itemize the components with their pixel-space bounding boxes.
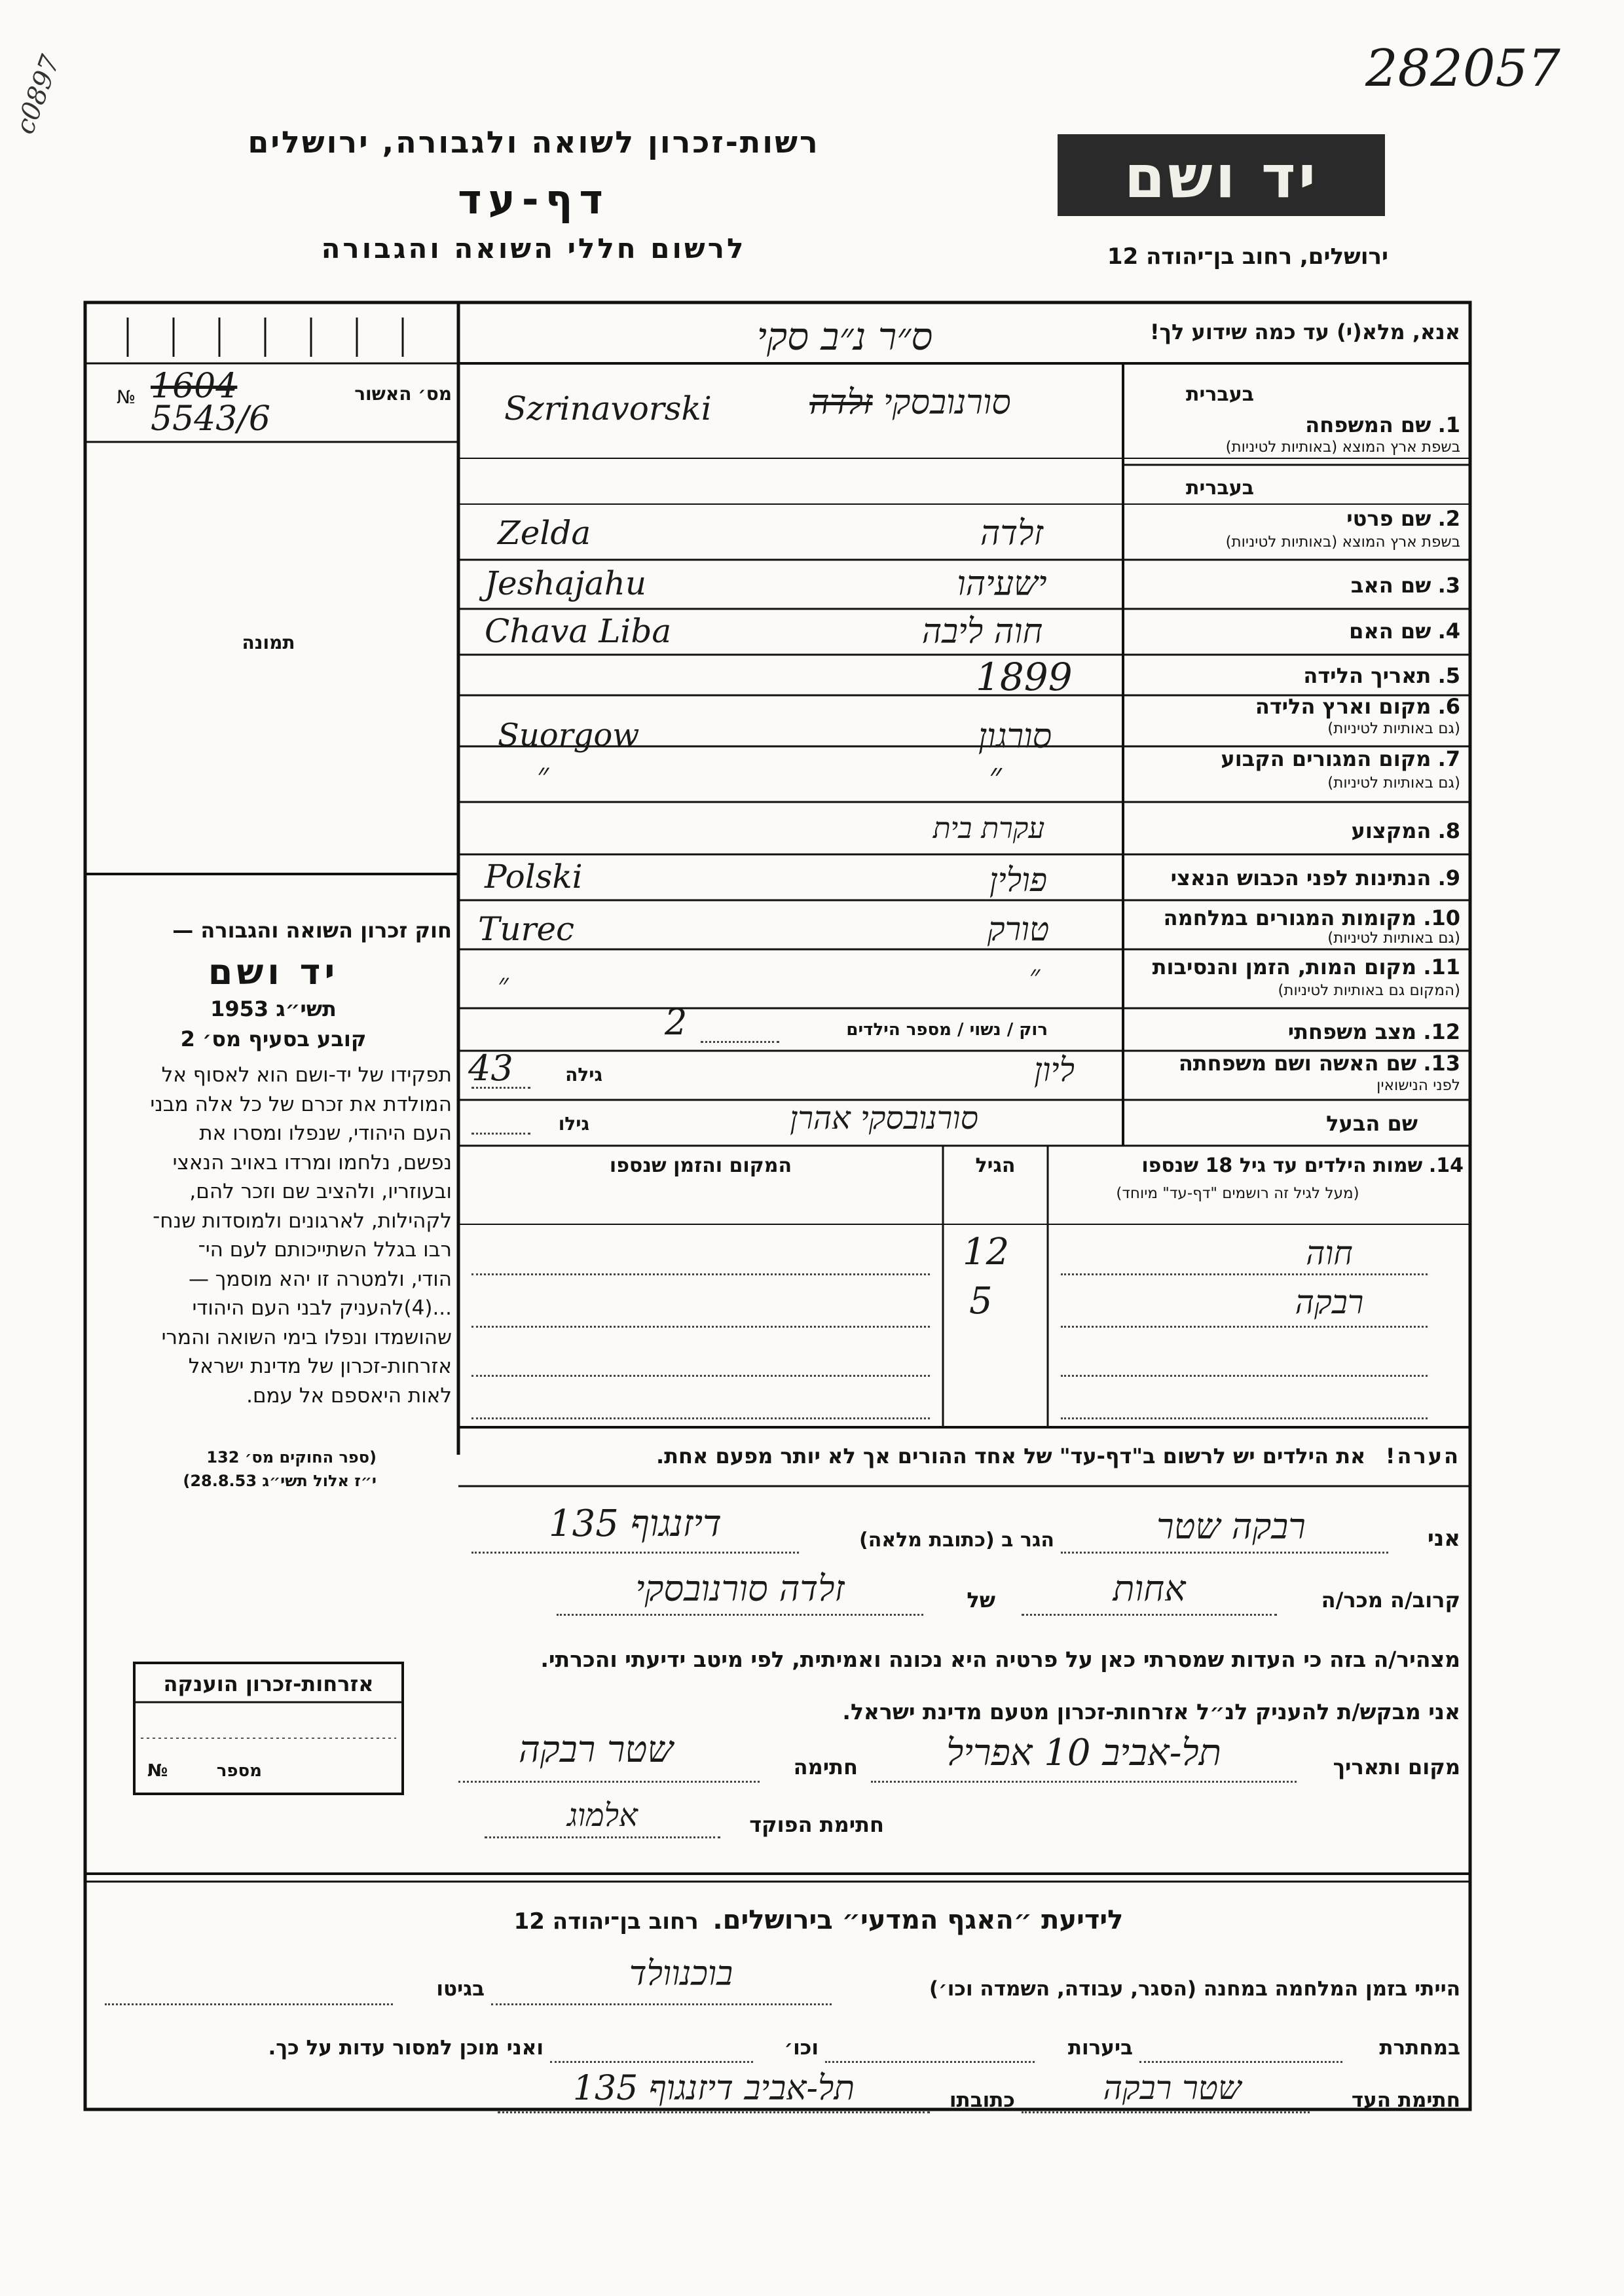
note-label: הערה! bbox=[1385, 1444, 1460, 1468]
row-7-text: מקום המגורים הקבוע bbox=[1221, 746, 1431, 771]
request-text: אני מבקש/ת להעניק לנ״ל אזרחות-זכרון מטעם מדינת ישראל. bbox=[842, 1699, 1460, 1724]
law-body bbox=[95, 1061, 452, 1410]
law-body-line: העם היהודי, שנפלו ומסרו את bbox=[199, 1121, 452, 1145]
row-1-text: שם המשפחה bbox=[1305, 412, 1431, 437]
lang-hebrew-2: בעברית bbox=[1186, 477, 1254, 500]
husband-label: שם הבעל bbox=[1326, 1111, 1418, 1136]
camp-text: הייתי בזמן המלחמה במחנה (הסגר, עבודה, השמדה וכו׳) bbox=[929, 1977, 1460, 2001]
row-1-num: 1. bbox=[1437, 412, 1460, 437]
row-11-num: 11. bbox=[1423, 955, 1460, 979]
row-9-hebrew: פולין bbox=[989, 861, 1048, 899]
husband-age-dots bbox=[471, 1133, 530, 1135]
row-1-sub: בשפת ארץ המוצא (באותיות לטיניות) bbox=[1225, 439, 1460, 456]
camp-value: בוכנוולד bbox=[629, 1954, 733, 1994]
place-date-dots bbox=[871, 1781, 1297, 1783]
note bbox=[468, 1444, 1460, 1468]
row-6-text: מקום וארץ הלידה bbox=[1255, 694, 1431, 719]
row-4-hebrew: חוה ליבה bbox=[921, 612, 1043, 651]
husband-age-label: גילו bbox=[558, 1113, 589, 1135]
children-header bbox=[1054, 1154, 1464, 1177]
declarant-i-label: אני bbox=[1427, 1525, 1460, 1552]
children-header-text: שמות הילדים עד גיל 18 שנספו bbox=[1141, 1154, 1423, 1177]
declarant-resides-label: הגר ב (כתובת מלאה) bbox=[858, 1529, 1054, 1552]
row-12-text: מצב משפחתי bbox=[1287, 1019, 1417, 1044]
row-6-label bbox=[1130, 694, 1460, 719]
row-7-sub: (גם באותיות לטיניות) bbox=[1327, 774, 1460, 792]
row-12-label bbox=[1130, 1019, 1460, 1044]
hiding-dots bbox=[1139, 2061, 1342, 2063]
approval-number: 5543/6 bbox=[151, 399, 270, 439]
law-clause: קובע בסעיף מס׳ 2 bbox=[180, 1027, 367, 1051]
law-year: תשי״ג 1953 bbox=[210, 996, 337, 1021]
instructions: אנא, מלא(י) עד כמה שידוע לך! bbox=[1149, 319, 1460, 344]
footer-address: רחוב בן־יהודה 12 bbox=[513, 1908, 699, 1935]
row-13-label bbox=[1130, 1051, 1460, 1076]
row-5-value: 1899 bbox=[976, 655, 1073, 699]
row-12-options: רוק / נשוי / מספר הילדים bbox=[846, 1020, 1048, 1040]
row-13-text: שם האשה ושם משפחתה bbox=[1178, 1051, 1417, 1076]
citizenship-number-prefix: № bbox=[147, 1761, 168, 1781]
declarant-name: רבקה שטר bbox=[1156, 1506, 1306, 1547]
law-body-line: לקהילות, לארגונים ולמוסדות שנח־ bbox=[153, 1209, 452, 1233]
authority-line: רשות-זכרון לשואה ולגבורה, ירושלים bbox=[248, 124, 820, 160]
witness-address-dots bbox=[498, 2111, 930, 2113]
relation-dots bbox=[1022, 1614, 1277, 1616]
husband-name: סורנובסקי אהרן bbox=[790, 1100, 978, 1137]
witness-signature: שטר רבקה bbox=[1103, 2069, 1242, 2107]
child-1-age: 12 bbox=[963, 1231, 1010, 1273]
row-13-age-label: גילה bbox=[565, 1064, 602, 1085]
row-7-hebrew: ״ bbox=[989, 756, 1002, 795]
children-header-sub: (מעל לגיל זה רושמים "דף-עד" מיוחד) bbox=[1116, 1185, 1359, 1202]
signature-label: חתימה bbox=[793, 1755, 858, 1779]
child-row-dots bbox=[1061, 1273, 1428, 1275]
place-row-dots bbox=[471, 1375, 930, 1377]
law-body-line: ...(4)להעניק לבני העם היהודי bbox=[192, 1296, 452, 1320]
hiding-label: במחתרת bbox=[1379, 2036, 1460, 2060]
row-12-dots bbox=[701, 1041, 779, 1043]
child-2-age: 5 bbox=[969, 1280, 993, 1322]
row-9-num: 9. bbox=[1437, 866, 1460, 890]
children-header-place: המקום והזמן שנספו bbox=[609, 1154, 792, 1177]
officer-signature: אלמוג bbox=[567, 1797, 638, 1834]
row-4-num: 4. bbox=[1437, 619, 1460, 644]
law-name: יד ושם bbox=[208, 951, 339, 993]
ghetto-dots bbox=[105, 2003, 393, 2005]
row-13-age: 43 bbox=[468, 1048, 513, 1089]
relative-label: קרוב/ה מכר/ה bbox=[1321, 1588, 1460, 1613]
law-body-line: שהושמדו ונפלו בימי השואה והמרי bbox=[161, 1325, 452, 1349]
row-1-struck: זלדה bbox=[809, 383, 873, 422]
forest-dots bbox=[825, 2061, 1035, 2063]
note-text: את הילדים יש לרשום ב"דף-עד" של אחד ההורים אך לא יותר מפעם אחת. bbox=[656, 1444, 1366, 1468]
row-7-latin: ״ bbox=[537, 756, 549, 793]
row-3-num: 3. bbox=[1437, 573, 1460, 598]
of-name: זלדה סורנובסקי bbox=[635, 1568, 845, 1609]
law-body-line: ובעוזריו, ולהציב שם וזכר להם, bbox=[189, 1180, 452, 1203]
row-3-label bbox=[1130, 573, 1460, 598]
row-1-hebrew bbox=[786, 383, 1035, 422]
row-10-num: 10. bbox=[1423, 905, 1460, 930]
law-body-line: הודי, ולמטרה זו יהא מוסמך — bbox=[188, 1267, 452, 1291]
child-row-dots bbox=[1061, 1417, 1428, 1419]
row-11-hebrew: ״ bbox=[1029, 959, 1041, 993]
row-13-sub: לפני הנישואין bbox=[1376, 1077, 1460, 1094]
row-6-hebrew: סורגון bbox=[978, 717, 1052, 756]
row-8-num: 8. bbox=[1437, 818, 1460, 843]
row-10-text: מקומות המגורים במלחמה bbox=[1163, 905, 1417, 930]
ghetto-label: בגיטו bbox=[436, 1977, 485, 2001]
etc-label: וכו׳ bbox=[784, 2036, 819, 2060]
row-13-hebrew: ליון bbox=[1033, 1051, 1075, 1089]
row-3-latin: Jeshajahu bbox=[485, 564, 647, 602]
children-num: 14. bbox=[1428, 1154, 1464, 1177]
citizenship-box-title: אזרחות-זכרון הוענקה bbox=[163, 1671, 374, 1696]
row-11-sub: (המקום גם באותיות לטיניות) bbox=[1278, 982, 1460, 999]
law-body-line: רבו בגלל השתייכותם לעם הי־ bbox=[198, 1238, 452, 1262]
law-heading: חוק זכרון השואה והגבורה — bbox=[172, 918, 452, 943]
approval-struck: 1604 bbox=[151, 367, 238, 406]
row-10-hebrew: טורק bbox=[987, 910, 1050, 948]
declarant-address: דיזנגוף 135 bbox=[549, 1503, 722, 1545]
row-6-sub: (גם באותיות לטיניות) bbox=[1327, 720, 1460, 737]
officer-label: חתימת הפוקד bbox=[749, 1812, 884, 1837]
row-1-hebrew-value: סורנובסקי bbox=[883, 383, 1011, 422]
declaration-text: מצהיר/ה בזה כי העדות שמסרתי כאן על פרטיה היא נכונה ואמיתית, לפי מיטב ידיעתי והכרתי. bbox=[540, 1647, 1460, 1672]
row-11-latin: ״ bbox=[498, 968, 509, 1001]
witness-label: חתימת העד bbox=[1351, 2088, 1460, 2112]
row-7-num: 7. bbox=[1437, 746, 1460, 771]
row-3-text: שם האב bbox=[1350, 573, 1431, 598]
law-body-line: תפקידו של יד-ושם הוא לאסוף אל bbox=[161, 1063, 452, 1087]
footer-title: לידיעת ״האגף המדעי״ בירושלים. bbox=[712, 1905, 1124, 1935]
children-header-age: הגיל bbox=[975, 1154, 1016, 1177]
law-body-line: אזרחות-זכרון של מדינת ישראל bbox=[188, 1355, 452, 1378]
law-body-line: נפשם, נלחמו ומרדו באויב הנאצי bbox=[172, 1150, 452, 1175]
law-source-2: י״ז אלול תשי״ג 28.8.53) bbox=[183, 1472, 377, 1490]
law-body-line: המולדת את זכרם של כל אלה מבני bbox=[150, 1092, 452, 1116]
row-2-num: 2. bbox=[1437, 506, 1460, 531]
witness-address: תל-אביב דיזנגוף 135 bbox=[572, 2069, 855, 2108]
row-7-label bbox=[1130, 746, 1460, 771]
row-10-latin: Turec bbox=[478, 910, 575, 948]
row-11-text: מקום המות, הזמן והנסיבות bbox=[1152, 955, 1417, 979]
signature: שטר רבקה bbox=[518, 1728, 674, 1771]
footer-heading bbox=[458, 1905, 1179, 1935]
row-1-latin: Szrinavorski bbox=[504, 390, 712, 428]
header-address: ירושלים, רחוב בן־יהודה 12 bbox=[1107, 244, 1388, 270]
row-4-label bbox=[1130, 619, 1460, 644]
lang-hebrew-1: בעברית bbox=[1186, 383, 1254, 406]
row-2-text: שם פרטי bbox=[1346, 506, 1431, 531]
approval-label: מס׳ האשור bbox=[354, 383, 452, 405]
row-8-label bbox=[1130, 818, 1460, 843]
row-10-sub: (גם באותיות לטיניות) bbox=[1327, 930, 1460, 947]
row-1-label bbox=[1130, 412, 1460, 437]
declarant-address-dots bbox=[471, 1552, 799, 1554]
row-13-num: 13. bbox=[1423, 1051, 1460, 1076]
place-row-dots bbox=[471, 1326, 930, 1328]
row-9-latin: Polski bbox=[485, 858, 583, 896]
law-body-line: לאות היאספם אל עמם. bbox=[246, 1383, 452, 1408]
yad-vashem-logo: יד ושם bbox=[1124, 143, 1319, 211]
child-1-name: חוה bbox=[1306, 1234, 1353, 1272]
row-6-latin: Suorgow bbox=[498, 717, 640, 754]
row-2-latin: Zelda bbox=[498, 514, 591, 552]
child-row-dots bbox=[1061, 1375, 1428, 1377]
row-9-label bbox=[1130, 866, 1460, 890]
row-9-text: הנתינות לפני הכבוש הנאצי bbox=[1170, 866, 1431, 890]
place-row-dots bbox=[471, 1417, 930, 1419]
row-12-children: 2 bbox=[665, 1002, 688, 1043]
etc-dots bbox=[550, 2061, 753, 2063]
place-date-label: מקום ותאריך bbox=[1333, 1755, 1460, 1779]
row-12-num: 12. bbox=[1423, 1019, 1460, 1044]
ready-text: ואני מוכן למסור עדות על כך. bbox=[268, 2036, 544, 2060]
row-5-text: תאריך הלידה bbox=[1303, 663, 1431, 688]
citizenship-number-label: מספר bbox=[216, 1761, 262, 1781]
camp-dots bbox=[491, 2003, 832, 2005]
row-2-label bbox=[1130, 506, 1460, 531]
child-2-name: רבקה bbox=[1295, 1283, 1364, 1321]
witness-dots bbox=[1022, 2111, 1310, 2113]
handwritten-top: ס״ר נ״ב סקי bbox=[756, 314, 933, 359]
margin-note: c0897 bbox=[10, 51, 66, 138]
row-4-latin: Chava Liba bbox=[485, 612, 672, 650]
row-5-label bbox=[1130, 663, 1460, 688]
law-source-1: (ספר החוקים מס׳ 132 bbox=[206, 1448, 377, 1467]
of-name-dots bbox=[557, 1614, 923, 1616]
child-row-dots bbox=[1061, 1326, 1428, 1328]
declarant-name-dots bbox=[1061, 1552, 1388, 1554]
row-6-num: 6. bbox=[1437, 694, 1460, 719]
of-label: של bbox=[967, 1588, 995, 1613]
row-3-hebrew: ישעיהו bbox=[957, 564, 1047, 604]
row-4-text: שם האם bbox=[1349, 619, 1431, 644]
form-title: דף-עד bbox=[458, 175, 610, 223]
row-2-sub: בשפת ארץ המוצא (באותיות לטיניות) bbox=[1225, 534, 1460, 551]
approval-prefix: № bbox=[117, 386, 136, 408]
forest-label: ביערות bbox=[1067, 2036, 1133, 2060]
photo-label: תמונה bbox=[242, 632, 295, 653]
row-2-hebrew: זלדה bbox=[980, 514, 1044, 553]
corner-number: 282057 bbox=[1365, 39, 1560, 98]
signature-dots bbox=[458, 1781, 760, 1783]
place-row-dots bbox=[471, 1273, 930, 1275]
row-11-label bbox=[1130, 955, 1460, 979]
place-date: תל-אביב 10 אפריל bbox=[946, 1732, 1221, 1774]
row-5-num: 5. bbox=[1437, 663, 1460, 688]
form-subtitle: לרשום חללי השואה והגבורה bbox=[321, 232, 747, 264]
row-10-label bbox=[1130, 905, 1460, 930]
row-8-hebrew: עקרת בית bbox=[932, 812, 1045, 845]
relation: אחות bbox=[1113, 1568, 1186, 1609]
officer-dots bbox=[485, 1836, 720, 1838]
row-8-text: המקצוע bbox=[1351, 818, 1431, 843]
witness-address-label: כתובתו bbox=[949, 2088, 1015, 2112]
